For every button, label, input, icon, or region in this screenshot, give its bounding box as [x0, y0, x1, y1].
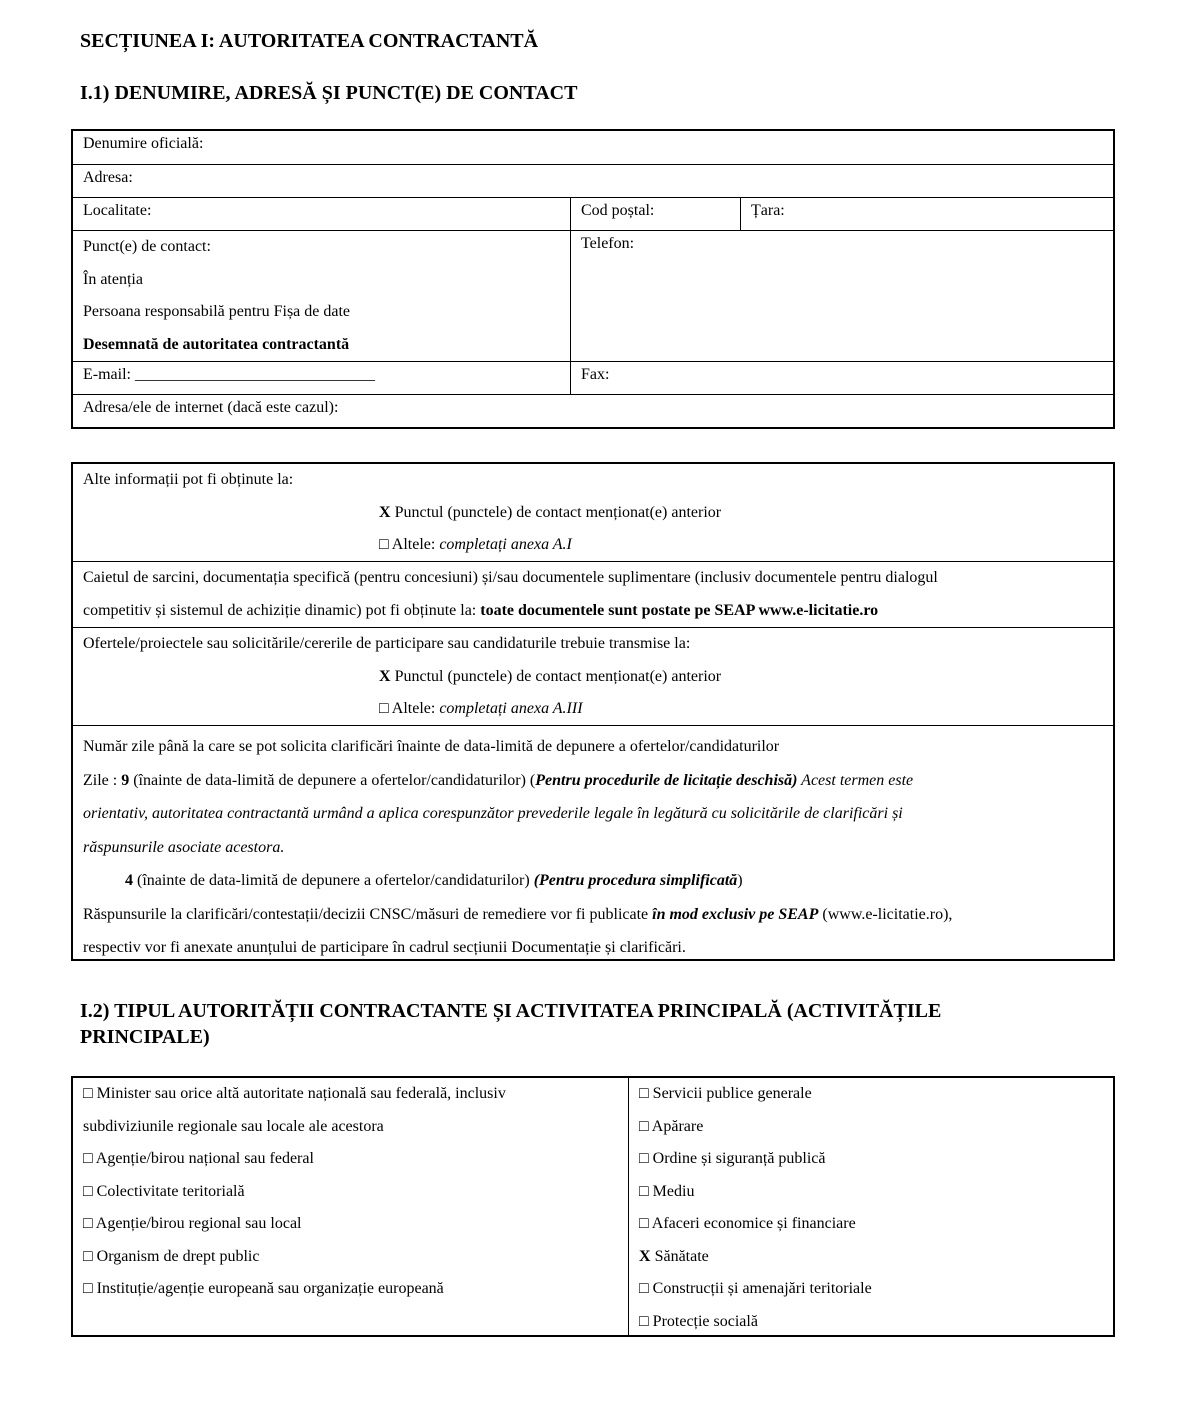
label-puncte-contact: Punct(e) de contact:: [83, 238, 211, 255]
x-mark: X: [379, 667, 391, 685]
row-oferte: [73, 628, 1113, 726]
x-mark: X: [379, 503, 391, 521]
section-title: SECȚIUNEA I: AUTORITATEA CONTRACTANTĂ: [80, 30, 539, 52]
activity-item: □ Afaceri economice și financiare: [639, 1215, 856, 1232]
section-heading-i2: I.2) TIPUL AUTORITĂȚII CONTRACTANTE ȘI ACTIVITATEA PRINCIPALĂ (ACTIVITĂȚILE PRINCIPALE): [80, 1000, 942, 1048]
authority-type-item: subdiviziunile regionale sau locale ale acestora: [83, 1117, 384, 1135]
label-fax: Fax:: [581, 366, 610, 383]
info-table: [71, 462, 1115, 961]
row-alte-informatii: [73, 464, 1113, 562]
authority-type-item: □ Agenție/birou regional sau local: [83, 1215, 302, 1232]
option-contact-anterior-2: X Punctul (punctele) de contact menționat(e) anterior: [379, 667, 722, 685]
authority-type-item: □ Instituție/agenție europeană sau organizație europeană: [83, 1280, 444, 1297]
authority-type-table: [71, 1076, 1115, 1337]
option-altele-1: □ Altele: completați anexa A.I: [379, 536, 572, 553]
text-caiet-line2: competitiv și sistemul de achiziție dinamic) pot fi obținute la: toate documentele sunt postate pe SEAP www.e-licitatie.ro: [83, 601, 879, 619]
row-caiet-sarcini: [73, 562, 1113, 628]
text-zile-intro: Număr zile până la care se pot solicita clarificări înainte de data-limită de depunere a ofertelor/candidaturilor: [83, 738, 780, 755]
row-clarificari: [73, 726, 1113, 959]
text-orientativ-2: răspunsurile asociate acestora.: [83, 838, 285, 856]
label-adresa: Adresa:: [83, 169, 133, 186]
activity-item: □ Mediu: [639, 1182, 695, 1200]
activity-item: □ Ordine și siguranță publică: [639, 1150, 826, 1167]
label-in-atentia: În atenția: [83, 270, 143, 288]
label-desemnata: Desemnată de autoritatea contractantă: [83, 335, 350, 353]
seap-link-text: toate documentele sunt postate pe SEAP www.e-licitatie.ro: [480, 601, 879, 619]
label-denumire: Denumire oficială:: [83, 135, 204, 152]
text-zile-4: 4 (înainte de data-limită de depunere a ofertelor/candidaturilor) (Pentru procedura simplificată): [125, 872, 743, 889]
activity-item: □ Servicii publice generale: [639, 1085, 812, 1102]
row-internet: [73, 395, 1113, 427]
label-cod-postal: Cod poștal:: [581, 202, 655, 219]
option-altele-2: □ Altele: completați anexa A.III: [379, 700, 583, 717]
text-orientativ-1: orientativ, autoritatea contractantă urmând a aplica corespunzător prevederile legale în legătură cu solicitările de clarificări și: [83, 805, 903, 822]
label-email: E-mail: ______________________________: [83, 366, 375, 383]
label-persoana-responsabila: Persoana responsabilă pentru Fișa de date: [83, 303, 351, 320]
contact-table: [71, 129, 1115, 429]
row-contact: [73, 231, 1113, 362]
label-oferte: Ofertele/proiectele sau solicitările/cererile de participare sau candidaturile trebuie transmise la:: [83, 635, 691, 652]
row-localitate: [73, 198, 1113, 231]
section-heading-i1: I.1) DENUMIRE, ADRESĂ ȘI PUNCT(E) DE CONTACT: [80, 82, 578, 104]
activity-item: □ Construcții și amenajări teritoriale: [639, 1280, 872, 1297]
authority-type-list: [73, 1078, 628, 1335]
activity-item-selected: X Sănătate: [639, 1247, 709, 1265]
row-denumire: [73, 131, 1113, 165]
label-internet: Adresa/ele de internet (dacă este cazul):: [83, 399, 339, 416]
activity-list: [628, 1078, 1113, 1335]
option-contact-anterior-1: X Punctul (punctele) de contact menționat(e) anterior: [379, 503, 722, 521]
label-localitate: Localitate:: [83, 202, 152, 219]
authority-type-item: □ Minister sau orice altă autoritate națională sau federală, inclusiv: [83, 1085, 506, 1102]
text-zile-9: Zile : 9 (înainte de data-limită de depunere a ofertelor/candidaturilor) (Pentru procedurile de licitație deschisă) Acest termen este: [83, 771, 914, 789]
label-tara: Țara:: [751, 202, 785, 219]
row-adresa: [73, 165, 1113, 198]
label-telefon: Telefon:: [581, 235, 635, 252]
activity-item: □ Protecție socială: [639, 1312, 758, 1330]
text-raspunsuri-2: respectiv vor fi anexate anunțului de participare în cadrul secțiunii Documentație și clarificări.: [83, 939, 686, 956]
authority-type-item: □ Colectivitate teritorială: [83, 1182, 245, 1200]
authority-type-item: □ Agenție/birou național sau federal: [83, 1150, 314, 1167]
authority-type-item: □ Organism de drept public: [83, 1247, 260, 1265]
text-caiet-line1: Caietul de sarcini, documentația specifică (pentru concesiuni) și/sau documentele suplimentare (inclusiv documentele pentru dialogul: [83, 569, 938, 586]
label-alte-informatii: Alte informații pot fi obținute la:: [83, 471, 294, 488]
row-email: [73, 362, 1113, 395]
text-raspunsuri-1: Răspunsurile la clarificări/contestații/decizii CNSC/măsuri de remediere vor fi publicate în mod exclusiv pe SEAP (www.e-licitatie.ro),: [83, 905, 953, 923]
activity-item: □ Apărare: [639, 1117, 704, 1135]
